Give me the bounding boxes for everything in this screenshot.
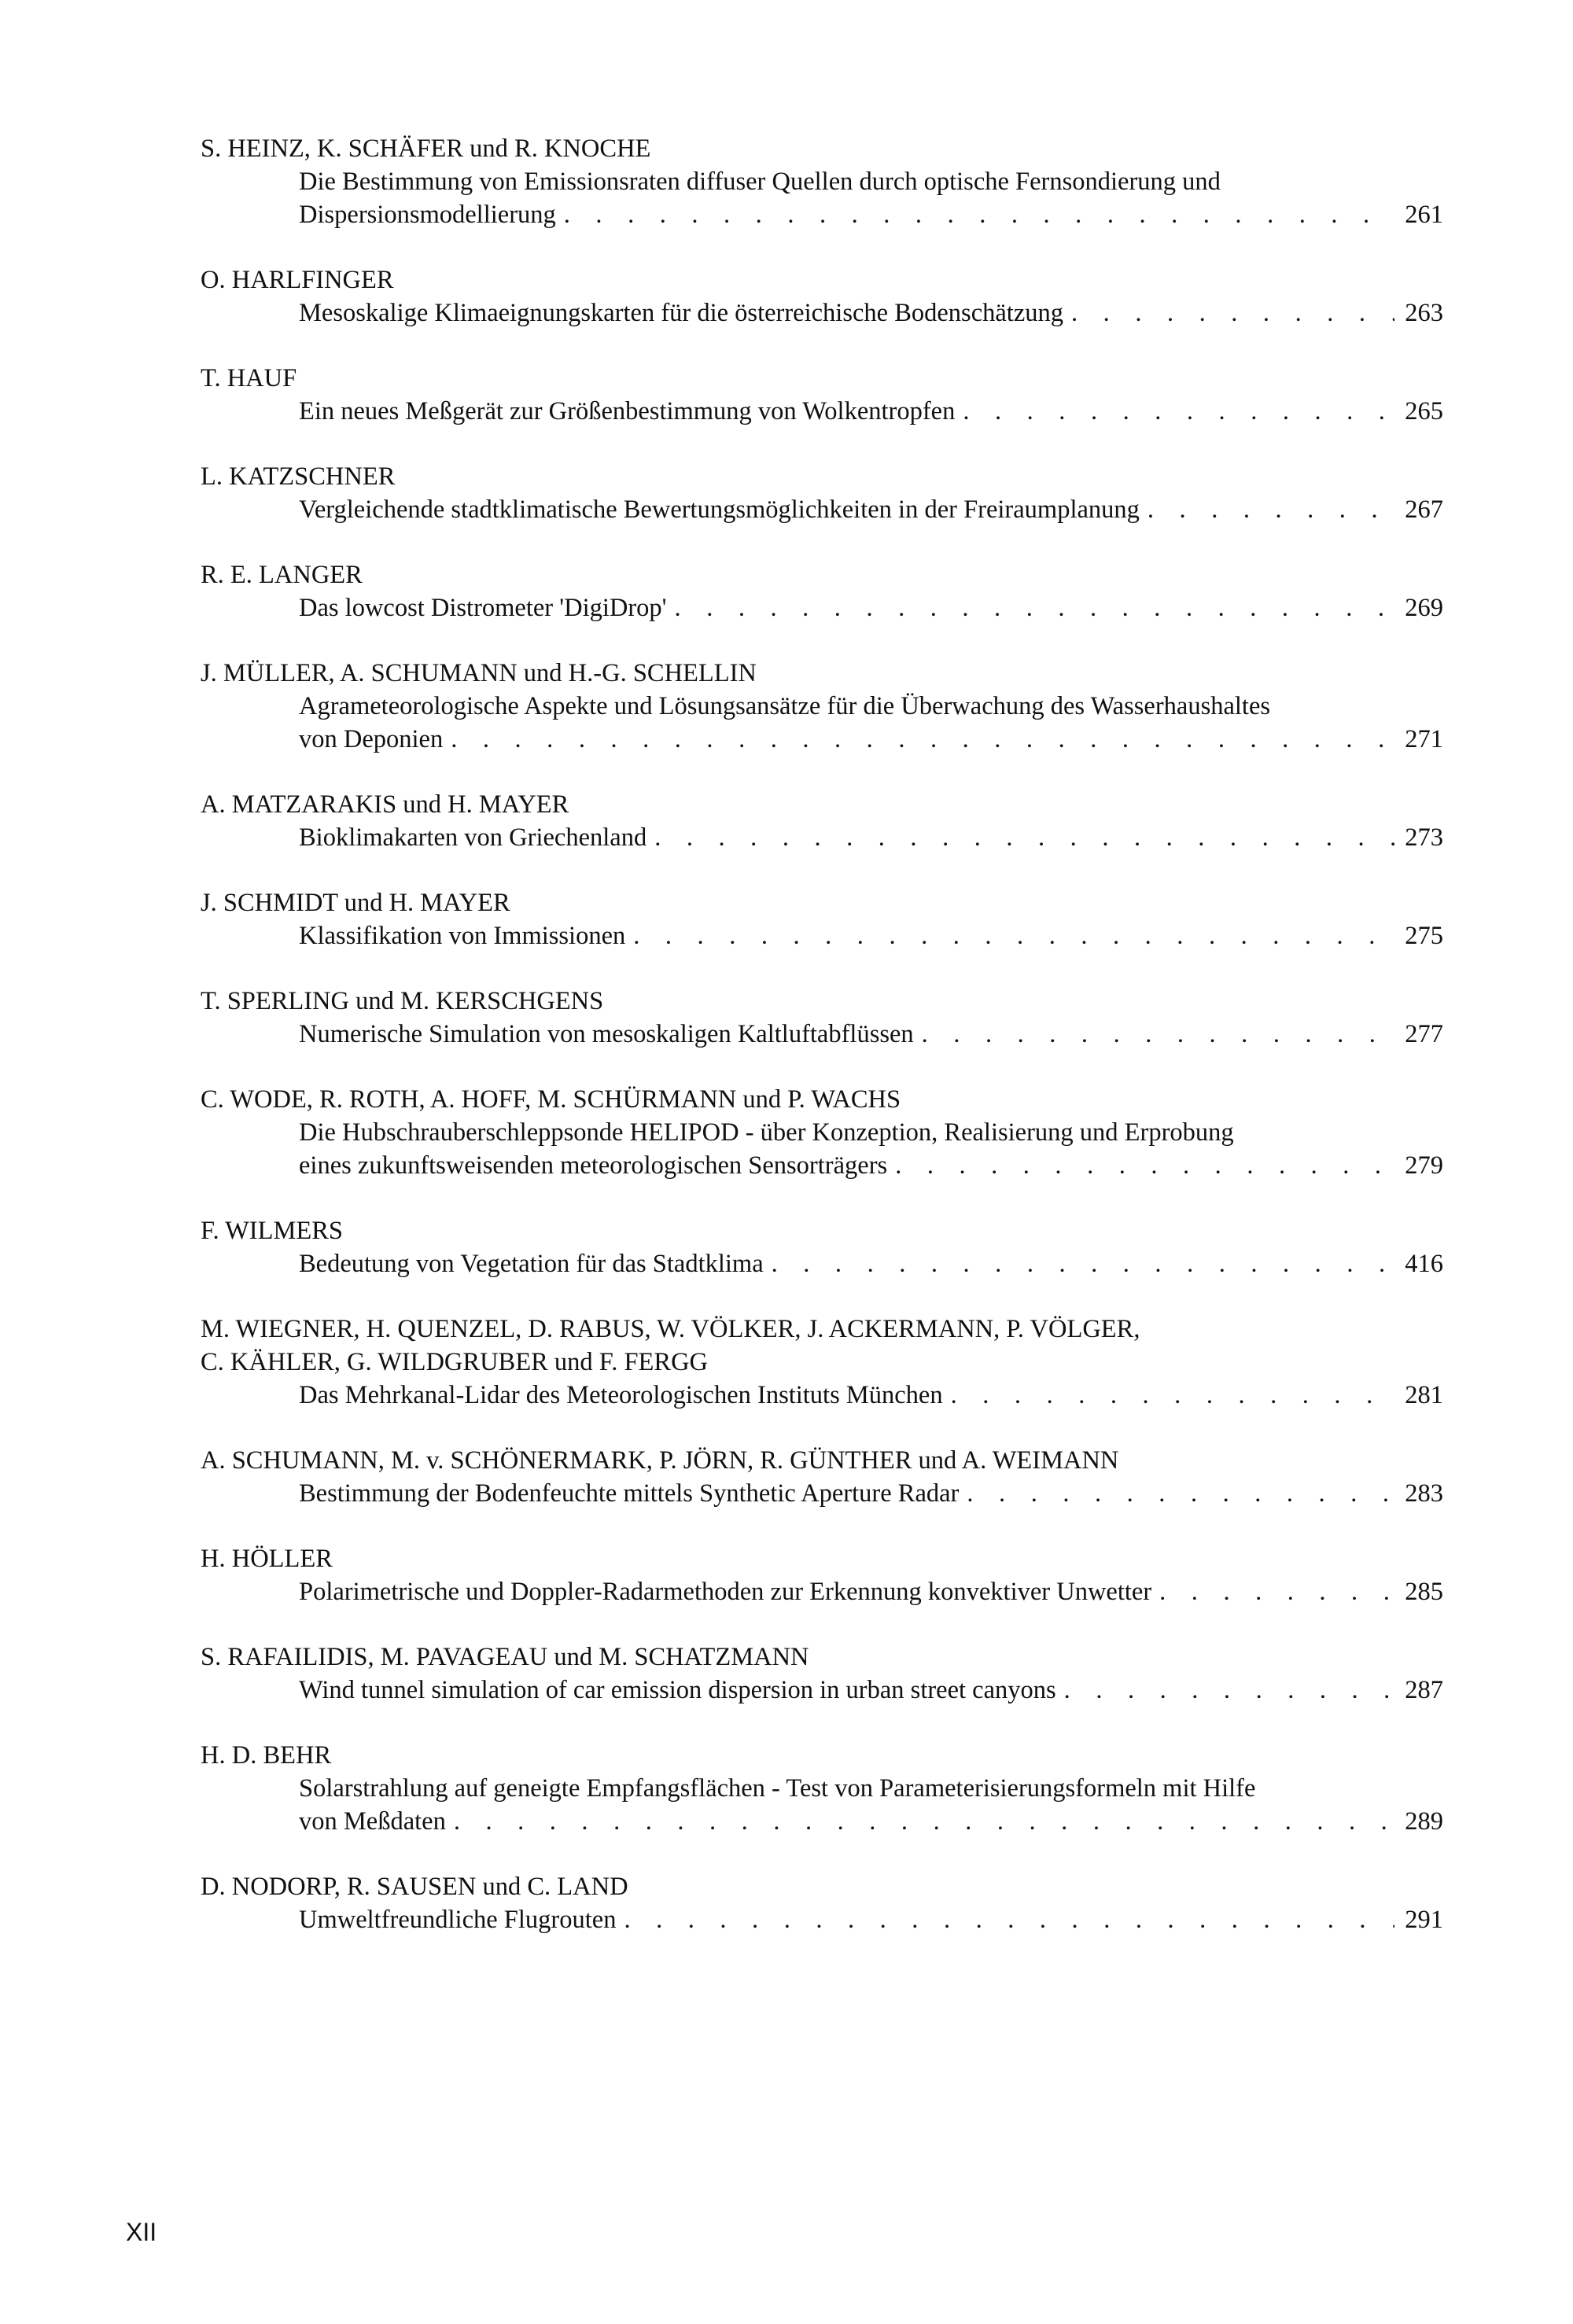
toc-entry-title (299, 1903, 1443, 1936)
dot-leader (895, 1149, 1394, 1182)
toc-entry-title-text: Das Mehrkanal-Lidar des Meteorologischen Instituts München (299, 1381, 943, 1409)
dot-leader (654, 821, 1394, 854)
toc-entry-authors: L. KATZSCHNER (201, 462, 396, 491)
toc-entry-title-text: von Deponien (299, 725, 444, 753)
toc-entry-title-line (299, 165, 1443, 198)
toc-entry-authors: J. SCHMIDT und H. MAYER (201, 889, 510, 917)
toc-entry-authors: D. NODORP, R. SAUSEN und C. LAND (201, 1873, 628, 1901)
toc-entry (201, 657, 1443, 756)
toc-entry-page-number: 261 (1405, 201, 1443, 229)
toc-entry-title-line (299, 1477, 1443, 1510)
dot-leader (1064, 1674, 1394, 1707)
toc-entry (201, 1214, 1443, 1280)
toc-entry-title-text: Bioklimakarten von Griechenland (299, 823, 647, 852)
toc-entry-title-line (299, 1379, 1443, 1412)
toc-entry-title-line (299, 1116, 1443, 1149)
toc-entry-title-line (299, 296, 1443, 330)
toc-entry (201, 788, 1443, 854)
toc-entry-authors: T. HAUF (201, 364, 297, 392)
toc-entry-authors: C. WODE, R. ROTH, A. HOFF, M. SCHÜRMANN und P. WACHS (201, 1085, 901, 1114)
toc-entry-page-number: 275 (1405, 922, 1443, 950)
toc-entry-authors: A. MATZARAKIS und H. MAYER (201, 790, 569, 819)
toc-entry (201, 558, 1443, 624)
dot-leader (1148, 493, 1394, 526)
toc-entry-page-number: 271 (1405, 725, 1443, 753)
toc-entry (201, 1083, 1443, 1182)
toc-entry-title-text: Ein neues Meßgerät zur Größenbestimmung von Wolkentropfen (299, 397, 956, 425)
toc-entry-title-line (299, 1805, 1443, 1838)
dot-leader (564, 198, 1394, 231)
toc-entry-title-text: Agrameteorologische Aspekte und Lösungsansätze für die Überwachung des Wasserhaushaltes (299, 692, 1271, 720)
toc-entry-page-number: 273 (1405, 823, 1443, 852)
toc-entry-title (299, 296, 1443, 330)
toc-entry-title-line (299, 395, 1443, 428)
dot-leader (963, 395, 1394, 428)
toc-entry-title (299, 919, 1443, 952)
toc-entry-title-text: Dispersionsmodellierung (299, 201, 556, 229)
toc-entry-authors: M. WIEGNER, H. QUENZEL, D. RABUS, W. VÖLKER, J. ACKERMANN, P. VÖLGER, C. KÄHLER, G. WILDGRUBER und F. FERGG (201, 1315, 1140, 1376)
page-number: XII (126, 2218, 157, 2246)
toc-entry-title-line (299, 1772, 1443, 1805)
toc-entry-authors: O. HARLFINGER (201, 266, 394, 294)
toc-entry-title-text: Die Bestimmung von Emissionsraten diffuser Quellen durch optische Fernsondierung und (299, 168, 1221, 196)
toc-entry-title-text: Vergleichende stadtklimatische Bewertungsmöglichkeiten in der Freiraumplanung (299, 495, 1140, 524)
toc-entry-authors: S. HEINZ, K. SCHÄFER und R. KNOCHE (201, 134, 651, 163)
toc-entry-title-line (299, 919, 1443, 952)
dot-leader (1071, 296, 1394, 330)
toc-entry-page-number: 269 (1405, 594, 1443, 622)
toc-entry-authors: J. MÜLLER, A. SCHUMANN und H.-G. SCHELLIN (201, 659, 757, 687)
toc-entry-page-number: 416 (1405, 1250, 1443, 1278)
toc-entry-title-text: Umweltfreundliche Flugrouten (299, 1906, 617, 1934)
toc-entry-title-line (299, 723, 1443, 756)
toc-entry-title (299, 1477, 1443, 1510)
toc-entry-page-number: 267 (1405, 495, 1443, 524)
toc-entry-title-text: eines zukunftsweisenden meteorologischen Sensorträgers (299, 1151, 888, 1180)
toc-entry-title-line (299, 690, 1443, 723)
toc-entry (201, 1641, 1443, 1707)
toc-entry-authors: F. WILMERS (201, 1217, 343, 1245)
toc-entry-title (299, 395, 1443, 428)
toc-entry-title-line (299, 1149, 1443, 1182)
dot-leader (951, 1379, 1394, 1412)
dot-leader (1159, 1575, 1394, 1608)
dot-leader (922, 1018, 1394, 1051)
toc-entry-page-number: 285 (1405, 1578, 1443, 1606)
toc-entry-title-line (299, 1575, 1443, 1608)
toc-entry (201, 362, 1443, 428)
toc-entry-page-number: 265 (1405, 397, 1443, 425)
toc-entry-authors: H. D. BEHR (201, 1741, 332, 1770)
dot-leader (624, 1903, 1394, 1936)
toc-entry-page-number: 263 (1405, 299, 1443, 327)
toc-entry-page-number: 287 (1405, 1676, 1443, 1704)
toc-entry-title (299, 1674, 1443, 1707)
toc-entry-title-text: Mesoskalige Klimaeignungskarten für die österreichische Bodenschätzung (299, 299, 1064, 327)
table-of-contents (201, 132, 1443, 1969)
toc-entry (201, 263, 1443, 330)
toc-entry-title-line (299, 1674, 1443, 1707)
toc-entry-title-text: Die Hubschrauberschleppsonde HELIPOD - über Konzeption, Realisierung und Erprobung (299, 1118, 1234, 1147)
toc-entry-page-number: 289 (1405, 1807, 1443, 1836)
toc-entry-title-text: Das lowcost Distrometer 'DigiDrop' (299, 594, 667, 622)
toc-entry-title (299, 493, 1443, 526)
toc-entry-title-text: Bedeutung von Vegetation für das Stadtklima (299, 1250, 764, 1278)
dot-leader (967, 1477, 1394, 1510)
dot-leader (633, 919, 1394, 952)
toc-entry-title (299, 1772, 1443, 1838)
toc-entry-title-line (299, 1018, 1443, 1051)
toc-entry (201, 985, 1443, 1051)
toc-entry-title-line (299, 821, 1443, 854)
toc-entry (201, 1739, 1443, 1838)
toc-entry-title (299, 591, 1443, 624)
toc-entry-title-text: Numerische Simulation von mesoskaligen Kaltluftabflüssen (299, 1020, 914, 1048)
toc-entry-title (299, 821, 1443, 854)
toc-entry-title-text: von Meßdaten (299, 1807, 446, 1836)
toc-entry-title-text: Bestimmung der Bodenfeuchte mittels Synthetic Aperture Radar (299, 1479, 960, 1508)
toc-entry-title-line (299, 591, 1443, 624)
toc-entry-title-text: Klassifikation von Immissionen (299, 922, 626, 950)
toc-entry-title (299, 1379, 1443, 1412)
toc-entry (201, 1313, 1443, 1412)
toc-entry-title-text: Solarstrahlung auf geneigte Empfangsflächen - Test von Parameterisierungsformeln mit Hilfe (299, 1774, 1256, 1803)
toc-entry (201, 886, 1443, 952)
toc-entry-page-number: 281 (1405, 1381, 1443, 1409)
toc-entry-authors: T. SPERLING und M. KERSCHGENS (201, 987, 604, 1015)
toc-entry-page-number: 279 (1405, 1151, 1443, 1180)
dot-leader (675, 591, 1394, 624)
toc-entry-page-number: 283 (1405, 1479, 1443, 1508)
toc-entry-page-number: 291 (1405, 1906, 1443, 1934)
toc-entry (201, 1444, 1443, 1510)
toc-entry-title (299, 1018, 1443, 1051)
toc-entry-title (299, 1116, 1443, 1182)
toc-entry-title (299, 165, 1443, 231)
toc-entry-title-text: Wind tunnel simulation of car emission dispersion in urban street canyons (299, 1676, 1056, 1704)
toc-entry-title-line (299, 198, 1443, 231)
toc-entry-authors: S. RAFAILIDIS, M. PAVAGEAU und M. SCHATZMANN (201, 1643, 809, 1671)
dot-leader (772, 1247, 1394, 1280)
toc-entry-authors: H. HÖLLER (201, 1545, 333, 1573)
toc-entry-title (299, 1247, 1443, 1280)
toc-entry (201, 132, 1443, 231)
toc-entry-authors: R. E. LANGER (201, 561, 363, 589)
dot-leader (454, 1805, 1394, 1838)
toc-entry-title-text: Polarimetrische und Doppler-Radarmethoden zur Erkennung konvektiver Unwetter (299, 1578, 1152, 1606)
toc-entry (201, 1542, 1443, 1608)
toc-entry-authors: A. SCHUMANN, M. v. SCHÖNERMARK, P. JÖRN, R. GÜNTHER und A. WEIMANN (201, 1446, 1119, 1475)
toc-entry (201, 1870, 1443, 1936)
toc-entry-title-line (299, 493, 1443, 526)
dot-leader (451, 723, 1394, 756)
toc-entry-title (299, 690, 1443, 756)
toc-entry-title-line (299, 1247, 1443, 1280)
toc-entry-page-number: 277 (1405, 1020, 1443, 1048)
toc-entry-title (299, 1575, 1443, 1608)
toc-entry (201, 460, 1443, 526)
toc-entry-title-line (299, 1903, 1443, 1936)
